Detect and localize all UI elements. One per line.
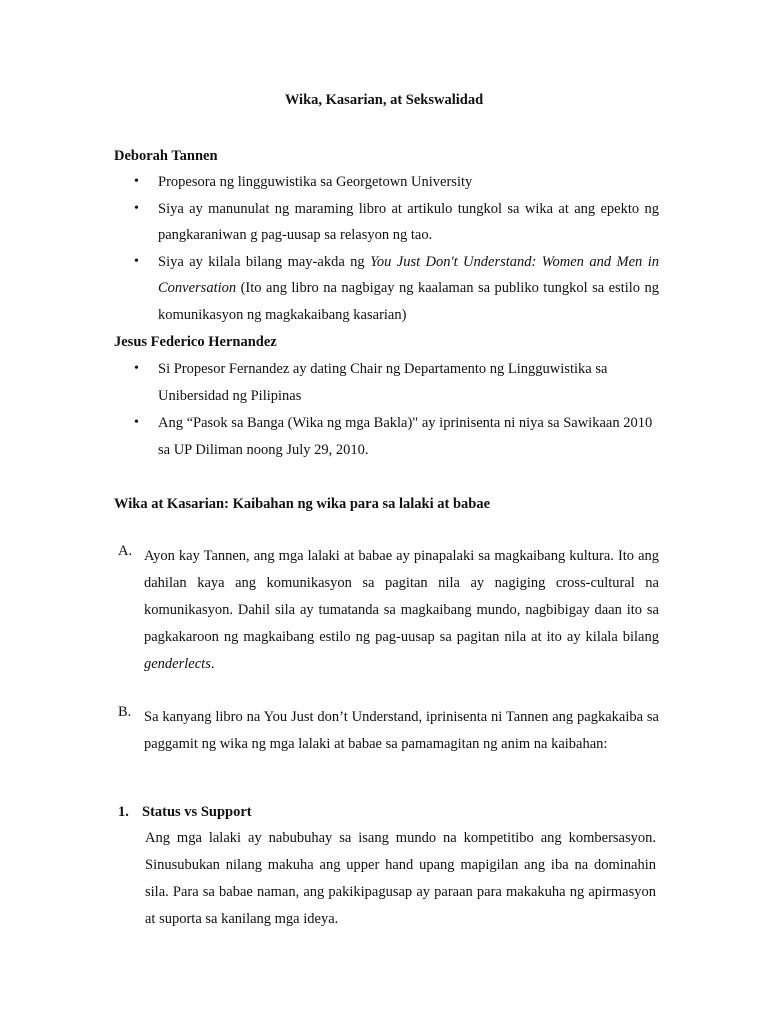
- paragraph-b: B. Sa kanyang libro na You Just don’t Understand, iprinisenta ni Tannen ang pagkakaiba sa paggamit ng wika ng mga lalaki at babae sa pamamagitan ng anim na kaibahan:: [118, 704, 659, 752]
- list-item: • Siya ay manunulat ng maraming libro at artikulo tungkol sa wika at ang epekto ng pangkaraniwan g pag-uusap sa relasyon ng tao.: [114, 196, 659, 249]
- item-number: 1.: [118, 804, 129, 820]
- bullet-icon: •: [134, 174, 139, 189]
- bullet-icon: •: [134, 200, 139, 216]
- list-item: • Si Propesor Fernandez ay dating Chair ng Departamento ng Lingguwistika sa Unibersidad ng Pilipinas: [114, 356, 659, 409]
- list-item: • Propesora ng lingguwistika sa Georgetown University: [114, 169, 659, 196]
- bullet-icon: •: [134, 415, 139, 430]
- tannen-bullet-list: [114, 169, 659, 328]
- section-heading-hernandez: Jesus Federico Hernandez: [114, 334, 277, 350]
- numbered-item-1-heading: 1. Status vs Support: [118, 804, 252, 820]
- hernandez-bullet-list: [114, 356, 659, 463]
- numbered-item-1-text: Ang mga lalaki ay nabubuhay sa isang mundo na kompetitibo ang kombersasyon. Sinusubukan nilang makuha ang upper hand upang mapigilan ang iba na dominahin sila. Para sa babae naman, ang pakikipagusap ay paraan para makakuha ng apirmasyon at suporta sa kanilang mga ideya.: [145, 830, 656, 927]
- bullet-icon: •: [134, 253, 139, 269]
- section-heading-wika-kasarian: Wika at Kasarian: Kaibahan ng wika para sa lalaki at babae: [114, 496, 491, 512]
- list-item: • Siya ay kilala bilang may-akda ng You Just Don't Understand: Women and Men in Conversation (Ito ang libro na nagbigay ng kaalaman sa publiko tungkol sa estilo ng komunikasyon ng magkakaibang kasarian): [114, 249, 659, 329]
- document-title: Wika, Kasarian, at Sekswalidad: [284, 92, 484, 108]
- list-item: • Ang “Pasok sa Banga (Wika ng mga Bakla)" ay iprinisenta ni niya sa Sawikaan 2010 sa UP Diliman noong July 29, 2010.: [114, 410, 659, 463]
- bullet-icon: •: [134, 361, 139, 376]
- section-heading-tannen: Deborah Tannen: [114, 148, 218, 164]
- book-title: You Just Don't Understand: Women and Men in Conversation: [158, 253, 659, 296]
- paragraph-marker: B.: [118, 704, 132, 720]
- paragraph-a: A. Ayon kay Tannen, ang mga lalaki at babae ay pinapalaki sa magkaibang kultura. Ito ang dahilan kaya ang komunikasyon sa pagitan nila ay nagiging cross-cultural na komunikasyon. Dahil sila ay tumatanda sa magkaibang mundo, nagbibigay daan ito sa pagkakaroon ng magkaibang estilo ng pag-uusap sa pagitan nila at ito ay kilala bilang genderlects.: [118, 543, 659, 672]
- term-genderlects: genderlects: [144, 656, 211, 672]
- paragraph-marker: A.: [118, 543, 133, 559]
